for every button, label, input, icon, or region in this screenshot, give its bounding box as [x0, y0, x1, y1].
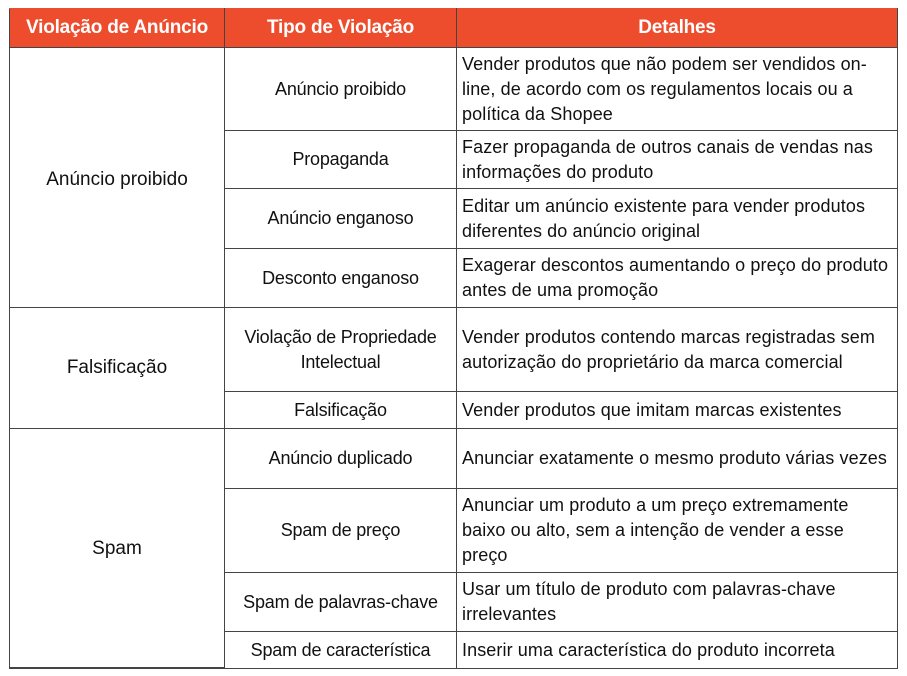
table-bottom-divider — [9, 667, 225, 669]
type-cell: Anúncio duplicado — [225, 429, 457, 489]
type-cell: Falsificação — [225, 392, 457, 429]
detail-cell: Vender produtos que não podem ser vendidos on-line, de acordo com os regulamentos locais ou a política da Shopee — [457, 48, 898, 131]
category-cell: Spam — [10, 429, 225, 669]
table-row — [10, 429, 898, 489]
type-cell: Desconto enganoso — [225, 249, 457, 308]
detail-cell: Anunciar exatamente o mesmo produto várias vezes — [457, 429, 898, 489]
category-cell: Anúncio proibido — [10, 48, 225, 308]
detail-cell: Usar um título de produto com palavras-chave irrelevantes — [457, 573, 898, 632]
category-cell: Falsificação — [10, 308, 225, 429]
header-type: Tipo de Violação — [225, 9, 457, 48]
header-row — [10, 9, 898, 48]
detail-cell: Editar um anúncio existente para vender produtos diferentes do anúncio original — [457, 189, 898, 249]
type-cell: Anúncio proibido — [225, 48, 457, 131]
type-cell: Spam de característica — [225, 632, 457, 669]
detail-cell: Anunciar um produto a um preço extremamente baixo ou alto, sem a intenção de vender a esse preço — [457, 489, 898, 573]
violations-table — [9, 8, 898, 669]
type-cell: Spam de preço — [225, 489, 457, 573]
table-row — [10, 48, 898, 131]
detail-cell: Inserir uma característica do produto incorreta — [457, 632, 898, 669]
detail-cell: Exagerar descontos aumentando o preço do produto antes de uma promoção — [457, 249, 898, 308]
detail-cell: Vender produtos que imitam marcas existentes — [457, 392, 898, 429]
type-cell: Propaganda — [225, 131, 457, 189]
type-cell: Anúncio enganoso — [225, 189, 457, 249]
type-cell: Violação de Propriedade Intelectual — [225, 308, 457, 392]
type-cell: Spam de palavras-chave — [225, 573, 457, 632]
detail-cell: Vender produtos contendo marcas registradas sem autorização do proprietário da marca comercial — [457, 308, 898, 392]
header-violation: Violação de Anúncio — [10, 9, 225, 48]
detail-cell: Fazer propaganda de outros canais de vendas nas informações do produto — [457, 131, 898, 189]
table-row — [10, 308, 898, 392]
header-details: Detalhes — [457, 9, 898, 48]
